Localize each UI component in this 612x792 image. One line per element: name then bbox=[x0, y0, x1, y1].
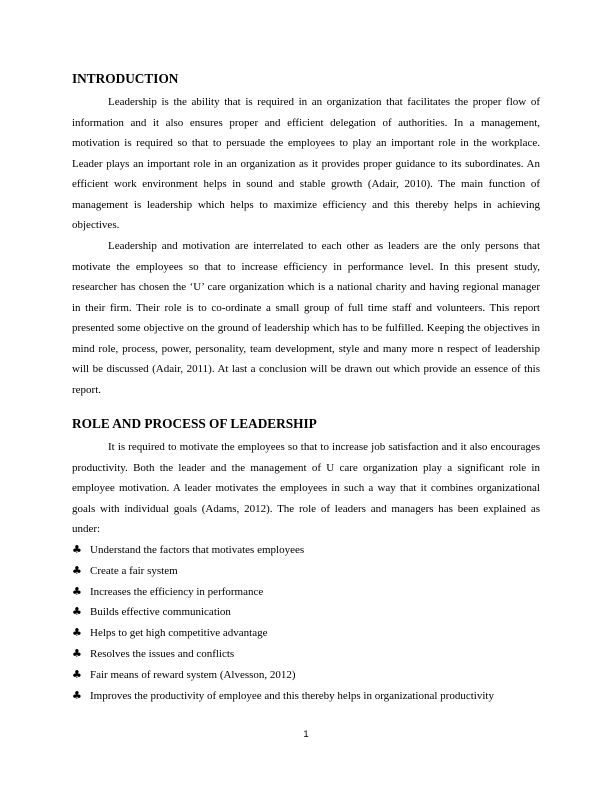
list-item-text: Builds effective communication bbox=[90, 606, 231, 619]
list-item bbox=[72, 561, 540, 582]
list-item bbox=[72, 582, 540, 603]
section-heading-role-and-process: ROLE AND PROCESS OF LEADERSHIP bbox=[72, 416, 317, 431]
intro-paragraph-1: Leadership is the ability that is required in an organization that facilitates the proper flow of information and it also ensures proper and efficient delegation of authorities. In a management, motivation is required so that to persuade the employees to play an important role in the workplace. Leader plays an important role in an organization as it provides proper guidance to its subordinates. An efficient work environment helps in sound and stable growth (Adair, 2010). The main function of management is leadership which helps to maximize efficiency and this thereby helps in achieving objectives. bbox=[72, 96, 540, 231]
list-item-text: Increases the efficiency in performance bbox=[90, 585, 264, 598]
list-item-text: Helps to get high competitive advantage bbox=[90, 627, 268, 640]
club-bullet-icon: ♣ bbox=[72, 626, 82, 640]
list-item-text: Improves the productivity of employee and this thereby helps in organizational productivity bbox=[90, 689, 494, 702]
list-item-text: Resolves the issues and conflicts bbox=[90, 647, 235, 660]
list-item bbox=[72, 602, 540, 623]
club-bullet-icon: ♣ bbox=[72, 667, 82, 681]
list-item bbox=[72, 644, 540, 665]
list-item-text: Understand the factors that motivates employees bbox=[90, 544, 305, 556]
club-bullet-icon: ♣ bbox=[72, 563, 82, 577]
club-bullet-icon: ♣ bbox=[72, 584, 82, 598]
club-bullet-icon: ♣ bbox=[72, 543, 82, 556]
list-item bbox=[72, 540, 540, 561]
list-item bbox=[72, 623, 540, 644]
list-item-text: Create a fair system bbox=[90, 564, 178, 577]
role-paragraph-1: It is required to motivate the employees so that to increase job satisfaction and it also encourages productivity. Both the leader and the management of U care organization play a significant role in employee motivation. A leader motivates the employees in such a way that it combines organizational goals with individual goals (Adams, 2012). The role of leaders and managers has been explained as under: bbox=[72, 441, 540, 535]
club-bullet-icon: ♣ bbox=[72, 688, 82, 702]
list-item-text: Fair means of reward system (Alvesson, 2012) bbox=[90, 668, 296, 681]
list-item bbox=[72, 686, 540, 707]
page-number: 1 bbox=[303, 729, 309, 740]
intro-paragraph-2: Leadership and motivation are interrelated to each other as leaders are the only persons that motivate the employees so that to increase efficiency in performance level. In this present study, researcher has chosen the ‘U’ care organization which is a national charity and having regional manager in their firm. Their role is to co-ordinate a small group of full time staff and volunteers. This report presented some objective on the ground of leadership which has to be fulfilled. Keeping the objectives in mind role, process, power, personality, team development, style and many more n respect of leadership will be discussed (Adair, 2011). At last a conclusion will be drawn out which provide an essence of this report. bbox=[72, 240, 540, 396]
list-item bbox=[72, 665, 540, 686]
role-bullet-list bbox=[72, 540, 540, 706]
club-bullet-icon: ♣ bbox=[72, 646, 82, 660]
section-heading-introduction: INTRODUCTION bbox=[72, 71, 179, 86]
club-bullet-icon: ♣ bbox=[72, 605, 82, 619]
